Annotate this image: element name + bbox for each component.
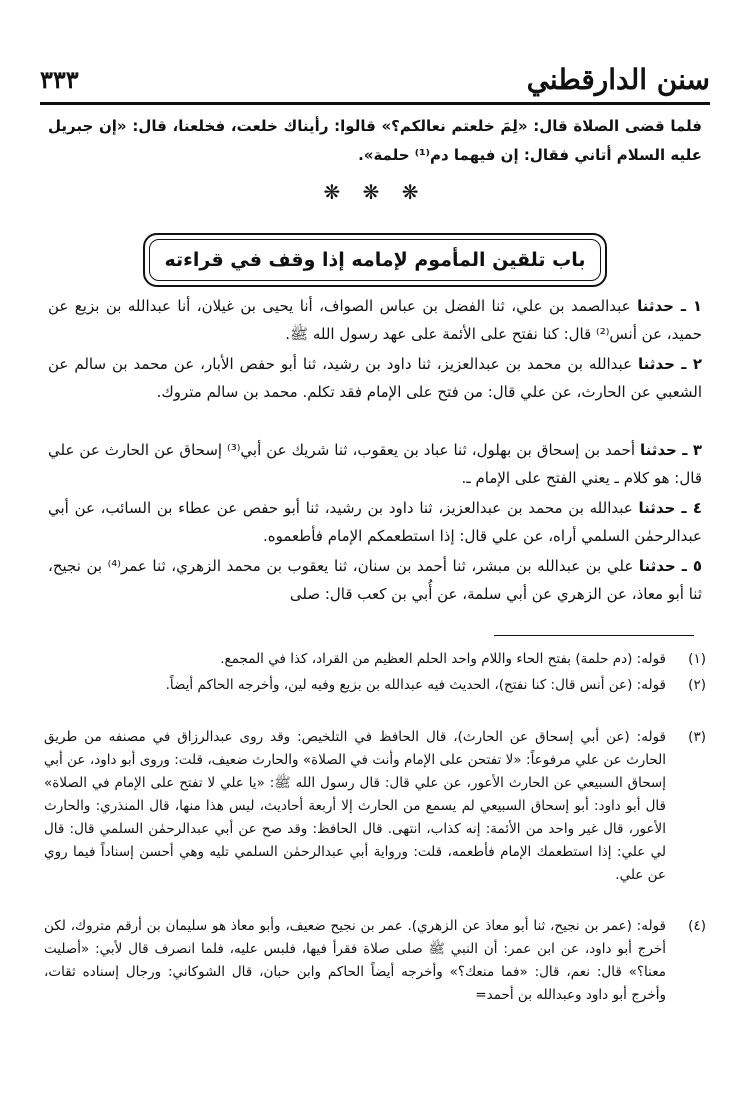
hadith-paragraph-5 (48, 552, 702, 608)
header-rule (40, 102, 710, 105)
page-number: ٣٣٣ (40, 65, 79, 94)
hadith-lead: ٥ ـ حدثنا (638, 557, 702, 575)
footnote-separator (494, 635, 694, 636)
hadith-lead: ١ ـ حدثنا (637, 297, 703, 315)
footnote-number: (٢) (688, 677, 706, 693)
footnote-3 (44, 726, 706, 887)
hadith-paragraph-4 (48, 494, 702, 550)
chapter-title: باب تلقين المأموم لإمامه إذا وقف في قراءته (164, 249, 586, 271)
hadith-text: عبدالله بن محمد بن عبدالعزيز، ثنا داود بن رشيد، ثنا أبو حفص عن عطاء بن السائب، عن أبي عبدالرحمٰن السلمي أراه، عن علي قال: إذا استطعمكم الإمام فأطعموه. (48, 499, 702, 545)
footnote-1 (44, 648, 706, 671)
book-title: سنن الدارقطني (526, 63, 710, 96)
hadith-lead: ٣ ـ حدثنا (639, 441, 702, 459)
footnote-number: (٣) (688, 729, 706, 745)
footnote-4 (44, 915, 706, 1007)
chapter-title-inner-frame (149, 239, 601, 281)
footnote-text: قوله: (عمر بن نجيح، ثنا أبو معاذ عن الزهري). عمر بن نجيح ضعيف، وأبو معاذ هو سليمان بن أرقم متروك، لكن أخرج أبو داود، عن ابن عمر: أن النبي ﷺ صلى صلاة فقرأ فيها، فلبس عليه، فلما انصرف قال لأبي: «أصليت معنا؟» قال: نعم، قال: «فما منعك؟» وأخرجه أيضاً الحاكم وابن حبان، قال الشوكاني: ورجال إسناده ثقات، وأخرج أبو داود وعبدالله بن أحمد= (44, 918, 666, 1003)
footnote-number: (٤) (688, 918, 706, 934)
footnote-text: قوله: (عن أنس قال: كنا نفتح)، الحديث فيه عبدالله بن بزيع وفيه لين، وأخرجه الحاكم أيضاً. (165, 677, 666, 693)
hadith-lead: ٤ ـ حدثنا (638, 499, 702, 517)
hadith-lead: ٢ ـ حدثنا (638, 355, 703, 373)
footnote-text: قوله: (دم حلمة) بفتح الحاء واللام واحد الحلم العظيم من القراد، كذا في المجمع. (220, 651, 666, 667)
footnote-text: قوله: (عن أبي إسحاق عن الحارث)، قال الحافظ في التلخيص: وقد روى عبدالرزاق في مصنفه من طريق الحارث عن علي مرفوعاً: «لا تفتحن على الإمام وأنت في الصلاة» والحارث ضعيف، قلت: وروى أبو داود، عن أبي إسحاق السبيعي عن الحارث الأعور، عن علي قال: قال رسول الله ﷺ: «يا علي لا تفتح على الإمام في الصلاة» قال أبو داود: أبو إسحاق السبيعي لم يسمع من الحارث إلا أربعة أحاديث، ليس هذا منها، قال المنذري: والحارث الأعور، قال غير واحد من الأئمة: إنه كذاب، انتهى. قال الحافظ: وقد صح عن أبي عبدالرحمٰن السلمي قال: قال لي علي: إذا استطعمك الإمام فأطعمه، قلت: ورواية أبي عبدالرحمٰن السلمي تليه وهي أحسن إسناداً فيما روي عن علي. (44, 729, 666, 883)
hadith-text: عبدالصمد بن علي، ثنا الفضل بن عباس الصواف، أنا يحيى بن غيلان، أنا عبدالله بن بزيع عن حميد، عن أنس⁽²⁾ قال: كنا نفتح على الأئمة على عهد رسول الله ﷺ. (48, 297, 702, 343)
footnote-number: (١) (688, 651, 706, 667)
hadith-text: عبدالله بن محمد بن عبدالعزيز، ثنا داود بن رشيد، ثنا أبو حفص الأبار، عن محمد بن سالم عن الشعبي عن الحارث، عن علي قال: من فتح على الإمام فقد تكلم. محمد بن سالم متروك. (48, 355, 702, 401)
hadith-text: أحمد بن إسحاق بن بهلول، ثنا عباد بن يعقوب، ثنا شريك عن أبي⁽³⁾ إسحاق عن الحارث عن علي قال: هو كلام ـ يعني الفتح على الإمام ـ. (48, 441, 702, 487)
section-ornament: ❋ ❋ ❋ (323, 180, 427, 204)
chapter-title-frame (143, 233, 607, 287)
hadith-paragraph-1 (48, 292, 702, 348)
running-header (40, 60, 710, 104)
intro-paragraph: فلما قضى الصلاة قال: «لِمَ خلعتم نعالكم؟» قالوا: رأيناك خلعت، فخلعنا، قال: «إن جبريل عليه السلام أتاني فقال: إن فيهما دم⁽¹⁾ حلمة». (48, 117, 702, 164)
footnote-2 (44, 674, 706, 697)
hadith-text: علي بن عبدالله بن مبشر، ثنا أحمد بن سنان، ثنا يعقوب بن محمد الزهري، ثنا عمر⁽⁴⁾ بن نجيح، ثنا أبو معاذ، عن الزهري عن أبي سلمة، عن أُبي بن كعب قال: صلى (48, 557, 702, 603)
hadith-paragraph-3 (48, 436, 702, 492)
hadith-paragraph-2 (48, 350, 702, 406)
